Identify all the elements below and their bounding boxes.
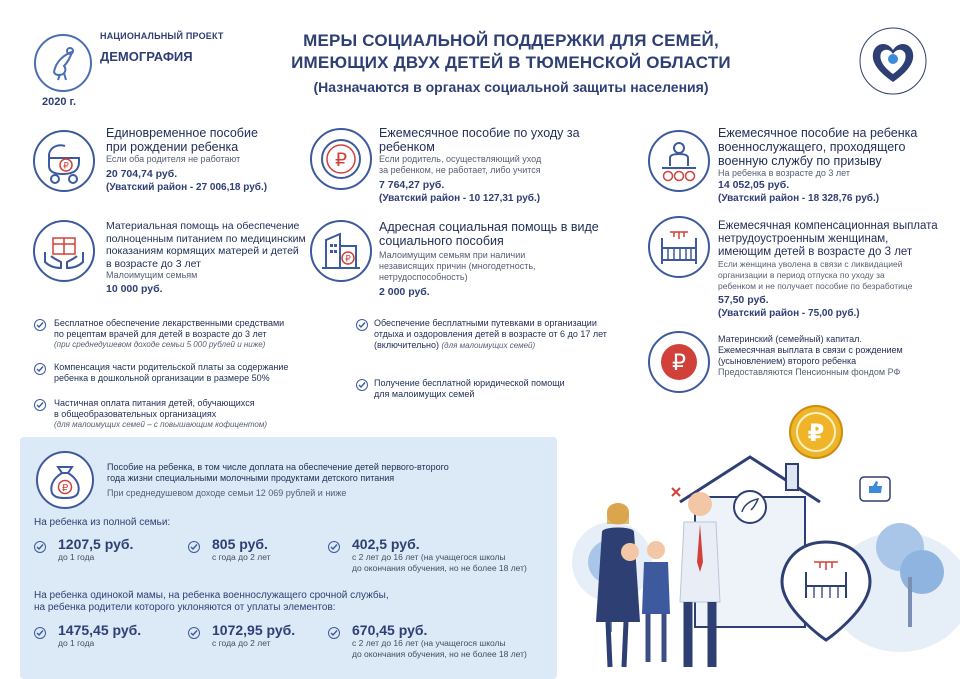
svg-text:₽: ₽: [807, 419, 825, 447]
family-house-illustration: [570, 392, 960, 679]
full-family-label: На ребенка из полной семьи:: [34, 517, 171, 528]
ruble-coin-icon: [310, 128, 372, 190]
targeted-benefit: Адресная социальная помощь в виде социального пособия Малоимущим семьям при наличии независящих причин (многодетность, нетрудоспособность) 2 000 руб.: [379, 220, 609, 299]
svg-text:₽: ₽: [334, 149, 348, 171]
crib-icon: [648, 216, 710, 278]
nutrition-amount: 10 000 руб.: [106, 283, 163, 295]
check-icon: [188, 627, 200, 639]
gift-hands-icon: [33, 220, 95, 282]
monthly-care-uvat: (Уватский район - 10 127,31 руб.): [379, 193, 541, 204]
birth-amount: 20 704,74 руб.: [106, 168, 178, 180]
svg-text:₽: ₽: [672, 351, 686, 376]
heart-emblem-icon: [858, 26, 928, 96]
svg-text:₽: ₽: [61, 483, 69, 494]
check-icon: [34, 541, 46, 553]
check-icon: [34, 399, 46, 411]
compensation-uvat: (Уватский район - 75,00 руб.): [718, 308, 860, 319]
project-subtitle: НАЦИОНАЛЬНЫЙ ПРОЕКТ: [100, 31, 224, 41]
military-uvat: (Уватский район - 18 328,76 руб.): [718, 193, 880, 204]
svg-text:₽: ₽: [63, 161, 69, 172]
year-label: 2020 г.: [42, 96, 77, 108]
single-parent-label: На ребенка одинокой мамы, на ребенка военнослужащего срочной службы, на ребенка родители которого уклоняются от уплаты элементов:: [34, 590, 389, 613]
department-logo: [858, 26, 928, 96]
panel-condition: При среднедушевом доходе семьи 12 069 рублей и ниже: [107, 488, 347, 498]
monthly-care-amount: 7 764,27 руб.: [379, 179, 445, 191]
check-icon: [34, 627, 46, 639]
panel-heading: Пособие на ребенка, в том числе доплата на обеспечение детей первого-второго года жизни специальными молочными продуктами детского питания: [107, 462, 449, 483]
demography-logo: [34, 34, 92, 92]
compensation-amount: 57,50 руб.: [718, 294, 769, 306]
page-subtitle: (Назначаются в органах социальной защиты населения): [313, 79, 709, 95]
ruble-circle-icon: [648, 331, 710, 393]
building-ruble-icon: [310, 220, 372, 282]
maternity-capital: Материнский (семейный) капитал. Ежемесячная выплата в связи с рождением (усыновлением) второго ребенка Предоставляются Пенсионным фондом РФ: [718, 334, 903, 377]
soldier-child-icon: [648, 130, 710, 192]
check-icon: [188, 541, 200, 553]
targeted-amount: 2 000 руб.: [379, 286, 430, 298]
money-bag-icon: [36, 451, 94, 509]
nutrition-benefit: Материальная помощь на обеспечение полноценным питанием по медицинским показаниям кормящих матерей и детей в возрасте до 3 лет Малоимущим семьям 10 000 руб.: [106, 220, 316, 296]
compensation-benefit: Ежемесячная компенсационная выплата нетрудоустроенным женщинам, имеющим детей в возрасте до 3 лет Если женщина уволена в связи с ликвидацией организации в период отпуска по уходу за ребенком и не получает пособие по безработице 57,50 руб. (Уватский район - 75,00 руб.): [718, 220, 953, 320]
check-icon: [356, 319, 368, 331]
check-icon: [328, 627, 340, 639]
check-icon: [328, 541, 340, 553]
page-title: МЕРЫ СОЦИАЛЬНОЙ ПОДДЕРЖКИ ДЛЯ СЕМЕЙ, ИМЕЮЩИХ ДВУХ ДЕТЕЙ В ТЮМЕНСКОЙ ОБЛАСТИ: [291, 31, 731, 72]
check-icon: [356, 379, 368, 391]
birth-uvat: (Уватский район - 27 006,18 руб.): [106, 182, 268, 193]
birth-benefit: Единовременное пособие при рождении ребенка Если оба родителя не работают 20 704,74 руб. (Уватский район - 27 006,18 руб.): [106, 126, 306, 194]
check-icon: [34, 319, 46, 331]
military-child-benefit: Ежемесячное пособие на ребенка военнослужащего, проходящего военную службу по призыву На ребенка в возрасте до 3 лет 14 052,05 руб. (Уватский район - 18 328,76 руб.): [718, 126, 948, 205]
svg-text:₽: ₽: [345, 254, 351, 265]
stork-icon: [36, 36, 90, 90]
military-amount: 14 052,05 руб.: [718, 179, 790, 191]
stroller-icon: [33, 130, 95, 192]
project-name: ДЕМОГРАФИЯ: [100, 49, 193, 64]
check-icon: [34, 363, 46, 375]
monthly-care-benefit: Ежемесячное пособие по уходу за ребенком Если родитель, осуществляющий уход за ребенком, не работает, либо учится 7 764,27 руб. (Уватский район - 10 127,31 руб.): [379, 126, 609, 205]
